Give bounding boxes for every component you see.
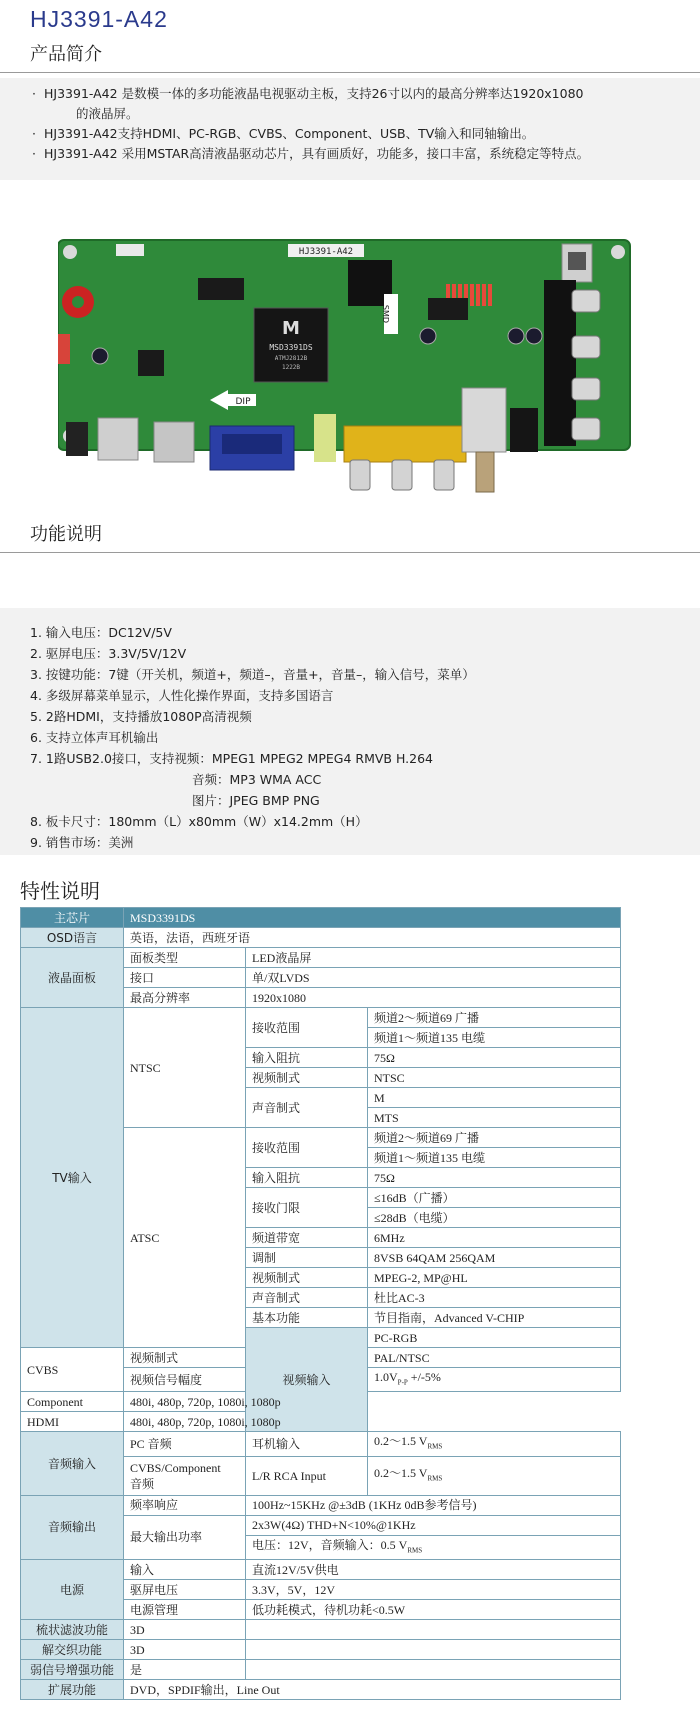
spec-value: 480i, 480p, 720p, 1080i, 1080p: [124, 1392, 368, 1412]
features-panel: [0, 608, 700, 855]
spec-label: 梳状滤波功能: [21, 1620, 124, 1640]
product-board-image: [58, 238, 644, 514]
feature-item: 8. 板卡尺寸：180mm（L）x80mm（W）x14.2mm（H）: [30, 814, 368, 829]
spec-value: 频道2～频道69 广播: [368, 1008, 621, 1028]
spec-value: 8VSB 64QAM 256QAM: [368, 1248, 621, 1268]
spec-sub: PC 音频: [124, 1432, 246, 1456]
table-row: [21, 1392, 621, 1412]
spec-value: 频道2～频道69 广播: [368, 1128, 621, 1148]
board-silk-model: HJ3391-A42: [298, 247, 354, 257]
table-row: [21, 1680, 621, 1700]
table-row: [21, 1412, 621, 1432]
spec-param: 基本功能: [246, 1308, 368, 1328]
spec-param: 视频制式: [246, 1068, 368, 1088]
intro-item: · HJ3391-A42支持HDMI、PC-RGB、CVBS、Component、USB、TV输入和同轴输出。: [32, 124, 700, 144]
spec-value: 75Ω: [368, 1168, 621, 1188]
spec-value: 单/双LVDS: [246, 968, 621, 988]
spec-value: LED液晶屏: [246, 948, 621, 968]
table-row: [21, 1620, 621, 1640]
spec-param: 视频制式: [246, 1268, 368, 1288]
spec-value: 频道1～频道135 电缆: [368, 1148, 621, 1168]
spec-param: 耳机输入: [246, 1432, 368, 1456]
spec-value: 直流12V/5V供电: [246, 1560, 621, 1580]
table-row: [21, 1560, 621, 1580]
product-model-title: HJ3391-A42: [30, 6, 168, 32]
spec-value: 0.2～1.5 $V_{RMS}$: [368, 1456, 621, 1495]
spec-sub: 频率响应: [124, 1495, 246, 1515]
spec-sub: CVBS: [21, 1348, 124, 1392]
spec-sub: 面板类型: [124, 948, 246, 968]
spec-sub: 最大输出功率: [124, 1515, 246, 1559]
divider: [0, 552, 700, 553]
spec-label: 液晶面板: [21, 948, 124, 1008]
spec-value: 0.2～1.5 $V_{RMS}$: [368, 1432, 621, 1456]
spec-param: 接收范围: [246, 1008, 368, 1048]
table-row: [21, 948, 621, 968]
spec-label: 视频输入: [246, 1328, 368, 1432]
spec-value: 75Ω: [368, 1048, 621, 1068]
spec-sub: ATSC: [124, 1128, 246, 1348]
spec-value: 100Hz~15KHz @±3dB (1KHz 0dB参考信号): [246, 1495, 621, 1515]
table-row: [21, 1008, 621, 1028]
chip-line2: ATMJ2812B: [274, 355, 308, 362]
spec-label: 扩展功能: [21, 1680, 124, 1700]
intro-item-cont: 的液晶屏。: [76, 106, 139, 121]
spec-label: 主芯片: [21, 908, 124, 928]
spec-value: ≤16dB（广播）: [368, 1188, 621, 1208]
spec-param: 调制: [246, 1248, 368, 1268]
table-row: [21, 908, 621, 928]
smd-label: SMD: [381, 304, 390, 324]
intro-section-title: 产品简介: [30, 44, 102, 65]
spec-param: 声音制式: [246, 1288, 368, 1308]
table-row: [21, 1640, 621, 1660]
spec-sub: 输入: [124, 1560, 246, 1580]
intro-panel: [0, 78, 700, 180]
divider: [0, 72, 700, 73]
spec-label: 音频输入: [21, 1432, 124, 1495]
spec-sub: PC-RGB: [368, 1328, 621, 1348]
spec-value: MSD3391DS: [124, 908, 621, 928]
feature-item: 2. 驱屏电压：3.3V/5V/12V: [30, 646, 187, 661]
spec-value: MPEG-2, MP@HL: [368, 1268, 621, 1288]
spec-param: 视频信号幅度: [124, 1368, 246, 1392]
chip-line3: 1222B: [281, 364, 301, 371]
feature-item: 4. 多级屏幕菜单显示，人性化操作界面，支持多国语言: [30, 688, 334, 703]
spec-value: M: [368, 1088, 621, 1108]
spec-value: MTS: [368, 1108, 621, 1128]
spec-label: 电源: [21, 1560, 124, 1620]
spec-value: DVD，SPDIF输出，Line Out: [124, 1680, 621, 1700]
spec-sub: HDMI: [21, 1412, 124, 1432]
dip-label: DIP: [235, 397, 251, 407]
feature-item: 3. 按键功能：7键（开关机，频道+，频道–，音量+，音量–，输入信号，菜单）: [30, 667, 475, 682]
table-row: [21, 1432, 621, 1456]
spec-sub: 电源管理: [124, 1600, 246, 1620]
spec-sub: NTSC: [124, 1008, 246, 1128]
spec-sub: 接口: [124, 968, 246, 988]
spec-value: 电压：12V，音频输入：0.5 $V_{RMS}$: [246, 1535, 621, 1559]
feature-item: 6. 支持立体声耳机输出: [30, 730, 159, 745]
feature-item-sub: [30, 790, 700, 811]
spec-table: [20, 907, 621, 1700]
spec-param: L/R RCA Input: [246, 1456, 368, 1495]
feature-item: 1. 输入电压：DC12V/5V: [30, 625, 172, 640]
spec-label: TV输入: [21, 1008, 124, 1348]
spec-section-title: 特性说明: [20, 879, 100, 903]
spec-value: 3.3V，5V，12V: [246, 1580, 621, 1600]
feature-item: 5. 2路HDMI，支持播放1080P高清视频: [30, 709, 252, 724]
chip-brand: M: [282, 318, 300, 339]
table-row: [21, 1495, 621, 1515]
spec-param: 接收范围: [246, 1128, 368, 1168]
feature-audio: 音频：MP3 WMA ACC: [192, 772, 322, 787]
feature-item: 7. 1路USB2.0接口，支持视频：MPEG1 MPEG2 MPEG4 RMVB H.264: [30, 751, 433, 766]
spec-param: 声音制式: [246, 1088, 368, 1128]
spec-sub: 最高分辨率: [124, 988, 246, 1008]
spec-value: 480i, 480p, 720p, 1080i, 1080p: [124, 1412, 368, 1432]
spec-value: 6MHz: [368, 1228, 621, 1248]
spec-label: 弱信号增强功能: [21, 1660, 124, 1680]
spec-value: ≤28dB（电缆）: [368, 1208, 621, 1228]
spec-label: 音频输出: [21, 1495, 124, 1559]
spec-value: 3D: [124, 1620, 246, 1640]
spec-value: 3D: [124, 1640, 246, 1660]
feature-item-sub: [30, 769, 700, 790]
spec-param: 输入阻抗: [246, 1048, 368, 1068]
features-section-title: 功能说明: [30, 524, 102, 545]
spec-sub: 驱屏电压: [124, 1580, 246, 1600]
spec-label: OSD语言: [21, 928, 124, 948]
chip-name: MSD3391DS: [269, 343, 313, 352]
intro-item: · HJ3391-A42 采用MSTAR高清液晶驱动芯片，具有画质好，功能多，接口丰富，系统稳定等特点。: [32, 144, 700, 164]
spec-param: 频道带宽: [246, 1228, 368, 1248]
spec-value: 杜比AC-3: [368, 1288, 621, 1308]
spec-value: PAL/NTSC: [368, 1348, 621, 1368]
table-row: [21, 1660, 621, 1680]
feature-image: 图片：JPEG BMP PNG: [192, 793, 320, 808]
table-row: [21, 928, 621, 948]
spec-param: 视频制式: [124, 1348, 246, 1368]
spec-value: 是: [124, 1660, 246, 1680]
spec-sub: CVBS/Component 音频: [124, 1456, 246, 1495]
intro-item: · HJ3391-A42 是数模一体的多功能液晶电视驱动主板，支持26寸以内的最高分辨率达1920x1080: [32, 84, 700, 104]
spec-param: 接收门限: [246, 1188, 368, 1228]
spec-sub: Component: [21, 1392, 124, 1412]
spec-value: 英语，法语，西班牙语: [124, 928, 621, 948]
spec-value: 低功耗模式，待机功耗<0.5W: [246, 1600, 621, 1620]
spec-value: NTSC: [368, 1068, 621, 1088]
spec-value: 1920x1080: [246, 988, 621, 1008]
spec-value: 频道1～频道135 电缆: [368, 1028, 621, 1048]
spec-value: 节目指南，Advanced V-CHIP: [368, 1308, 621, 1328]
spec-label: 解交织功能: [21, 1640, 124, 1660]
spec-value: 2x3W(4Ω) THD+N<10%@1KHz: [246, 1515, 621, 1535]
spec-value: $1.0V_{P-P} +/-5\%$: [368, 1368, 621, 1392]
spec-param: 输入阻抗: [246, 1168, 368, 1188]
feature-item: 9. 销售市场：美洲: [30, 835, 134, 850]
